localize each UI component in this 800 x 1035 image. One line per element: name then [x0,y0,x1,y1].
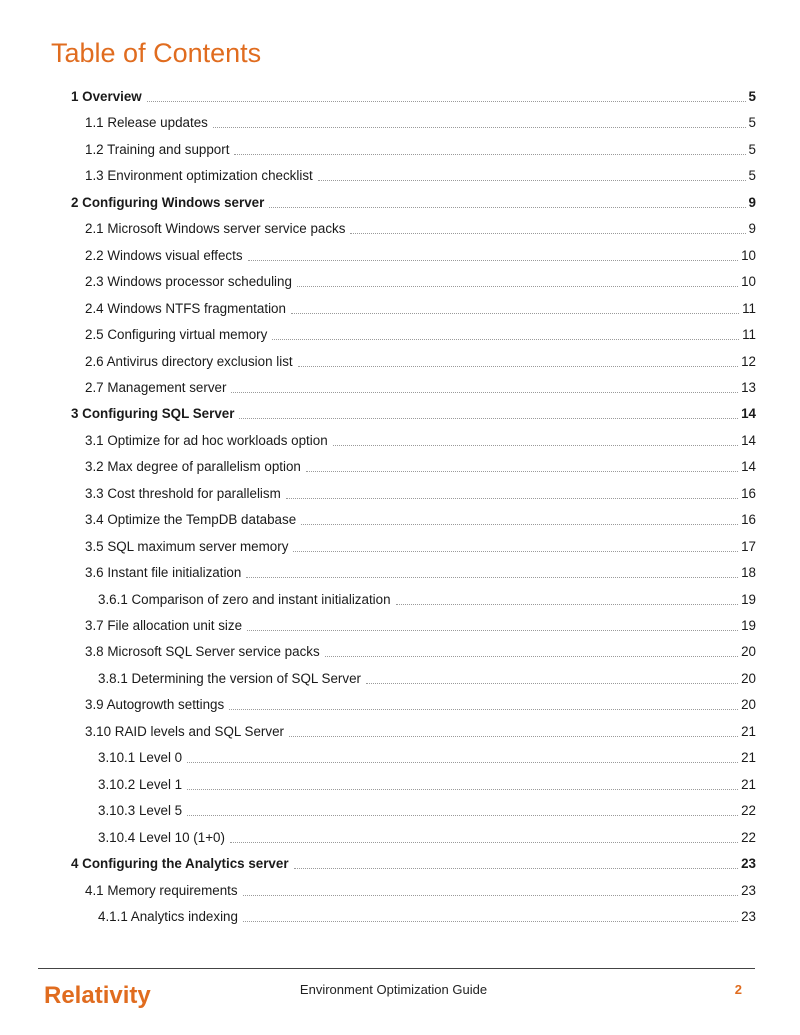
toc-entry-page-number: 9 [748,194,756,210]
toc-leader-dots [229,708,738,710]
toc-entry-title: 3.10.2 Level 1 [98,776,183,792]
toc-leader-dots [213,126,746,128]
toc-entry[interactable] [85,324,756,346]
toc-leader-dots [147,100,746,102]
toc-leader-dots [306,470,738,472]
toc-leader-dots [231,391,738,393]
toc-entry[interactable] [98,668,756,690]
toc-leader-dots [230,841,738,843]
toc-entry-page-number: 5 [748,141,756,157]
toc-entry-title: 3.9 Autogrowth settings [85,697,225,713]
toc-entry-page-number: 20 [741,697,756,713]
toc-entry-title: 4.1 Memory requirements [85,882,238,898]
toc-entry[interactable] [85,562,756,584]
toc-entry-title: 2.6 Antivirus directory exclusion list [85,353,293,369]
toc-entry[interactable] [98,827,756,849]
toc-entry[interactable] [85,641,756,663]
toc-leader-dots [333,444,738,446]
toc-entry[interactable] [85,880,756,902]
toc-leader-dots [297,285,738,287]
toc-leader-dots [301,523,738,525]
toc-entry[interactable] [85,351,756,373]
toc-leader-dots [325,655,738,657]
toc-entry[interactable] [85,430,756,452]
toc-entry-title: 2.7 Management server [85,379,227,395]
toc-entry-page-number: 19 [741,591,756,607]
toc-entry-title: 3.7 File allocation unit size [85,618,243,633]
toc-entry-title: 1.1 Release updates [85,115,208,131]
toc-leader-dots [396,603,739,605]
toc-entry-page-number: 14 [741,432,756,448]
toc-leader-dots [269,206,745,208]
toc-entry-page-number: 21 [741,723,756,739]
toc-leader-dots [248,259,739,261]
toc-leader-dots [298,365,738,367]
toc-entry[interactable] [85,112,756,134]
toc-entry[interactable] [71,853,756,875]
toc-entry-title: 4 Configuring the Analytics server [71,856,289,872]
toc-entry-page-number: 18 [741,565,756,581]
toc-entry[interactable] [71,86,756,108]
toc-leader-dots [350,232,745,234]
toc-leader-dots [247,629,738,631]
footer-page-number: 2 [734,982,742,997]
toc-entry-title: 2 Configuring Windows server [71,194,265,210]
footer-divider [38,968,755,969]
toc-entry[interactable] [85,456,756,478]
toc-entry-page-number: 13 [741,379,756,395]
toc-entry-title: 1 Overview [71,89,142,104]
toc-leader-dots [366,682,738,684]
toc-entry-title: 1.3 Environment optimization checklist [85,168,313,184]
toc-leader-dots [187,788,738,790]
toc-leader-dots [293,550,738,552]
toc-entry[interactable] [71,403,756,425]
toc-entry[interactable] [85,536,756,558]
toc-entry[interactable] [85,271,756,293]
toc-entry[interactable] [85,165,756,187]
toc-leader-dots [243,894,739,896]
toc-entry-title: 2.2 Windows visual effects [85,247,243,263]
toc-entry-page-number: 11 [742,327,756,343]
toc-entry-title: 3.5 SQL maximum server memory [85,538,289,554]
toc-entry[interactable] [85,245,756,267]
toc-entry-page-number: 5 [748,168,756,184]
toc-entry-title: 3.10.1 Level 0 [98,750,183,766]
toc-leader-dots [318,179,746,181]
toc-entry-page-number: 9 [748,221,756,237]
toc-leader-dots [234,153,745,155]
toc-leader-dots [243,920,738,922]
toc-entry-title: 1.2 Training and support [85,141,230,157]
toc-entry[interactable] [85,139,756,161]
toc-entry-page-number: 5 [748,89,756,104]
toc-entry-title: 3.8.1 Determining the version of SQL Server [98,670,361,686]
toc-entry[interactable] [85,377,756,399]
toc-entry[interactable] [98,589,756,611]
toc-entry[interactable] [85,509,756,531]
toc-entry-title: 3.6 Instant file initialization [85,565,242,581]
toc-entry-title: 3.8 Microsoft SQL Server service packs [85,644,320,660]
toc-entry-title: 3.6.1 Comparison of zero and instant initialization [98,591,391,607]
toc-entry-page-number: 20 [741,644,756,660]
toc-entry-title: 3 Configuring SQL Server [71,406,235,422]
toc-entry-title: 3.3 Cost threshold for parallelism [85,485,281,501]
toc-entry[interactable] [98,774,756,796]
toc-leader-dots [286,497,738,499]
toc-entry-page-number: 10 [741,247,756,263]
toc-entry[interactable] [85,218,756,240]
toc-entry-page-number: 14 [741,459,756,475]
toc-entry-title: 3.10 RAID levels and SQL Server [85,723,284,739]
toc-leader-dots [187,761,738,763]
page-title: Table of Contents [51,38,262,68]
toc-entry-title: 3.2 Max degree of parallelism option [85,459,301,475]
toc-entry-page-number: 23 [741,882,756,898]
toc-entry-page-number: 20 [741,670,756,686]
footer-document-title: Environment Optimization Guide [299,982,488,997]
toc-entry-page-number: 16 [741,485,756,501]
toc-entry-page-number: 22 [741,829,756,845]
toc-leader-dots [239,417,738,419]
toc-entry[interactable] [85,721,756,743]
toc-leader-dots [291,312,739,314]
toc-entry[interactable] [85,483,756,505]
toc-entry-page-number: 21 [741,776,756,792]
toc-leader-dots [272,338,739,340]
toc-entry-title: 2.1 Microsoft Windows server service packs [85,221,346,237]
toc-entry[interactable] [98,800,756,822]
toc-leader-dots [246,576,738,578]
toc-entry-title: 2.5 Configuring virtual memory [85,327,268,343]
toc-entry-title: 3.10.3 Level 5 [98,803,183,819]
toc-leader-dots [289,735,738,737]
toc-entry-title: 3.4 Optimize the TempDB database [85,512,297,528]
toc-entry[interactable] [98,906,756,928]
toc-entry-page-number: 11 [742,300,756,316]
toc-entry-title: 2.3 Windows processor scheduling [85,274,292,290]
toc-entry[interactable] [85,298,756,320]
toc-entry[interactable] [85,694,756,716]
toc-entry-title: 4.1.1 Analytics indexing [98,908,238,924]
toc-entry-page-number: 22 [741,803,756,819]
toc-entry-page-number: 23 [741,908,756,924]
relativity-logo-wordmark: Relativity [44,982,151,1009]
toc-entry-page-number: 12 [741,353,756,369]
toc-leader-dots [187,814,738,816]
toc-entry-page-number: 23 [741,856,756,872]
toc-entry-page-number: 10 [741,274,756,290]
toc-entry-page-number: 16 [741,512,756,528]
toc-entry-page-number: 21 [741,750,756,766]
toc-entry[interactable] [71,192,756,214]
toc-leader-dots [294,867,739,869]
toc-entry-title: 3.10.4 Level 10 (1+0) [98,829,225,845]
toc-entry-page-number: 19 [741,618,756,633]
toc-entry[interactable] [98,747,756,769]
toc-entry-title: 2.4 Windows NTFS fragmentation [85,300,286,316]
toc-entry-title: 3.1 Optimize for ad hoc workloads option [85,432,328,448]
toc-entry-page-number: 17 [741,538,756,554]
toc-entry[interactable] [85,615,756,637]
toc-entry-page-number: 5 [748,115,756,131]
toc-entry-page-number: 14 [741,406,756,422]
